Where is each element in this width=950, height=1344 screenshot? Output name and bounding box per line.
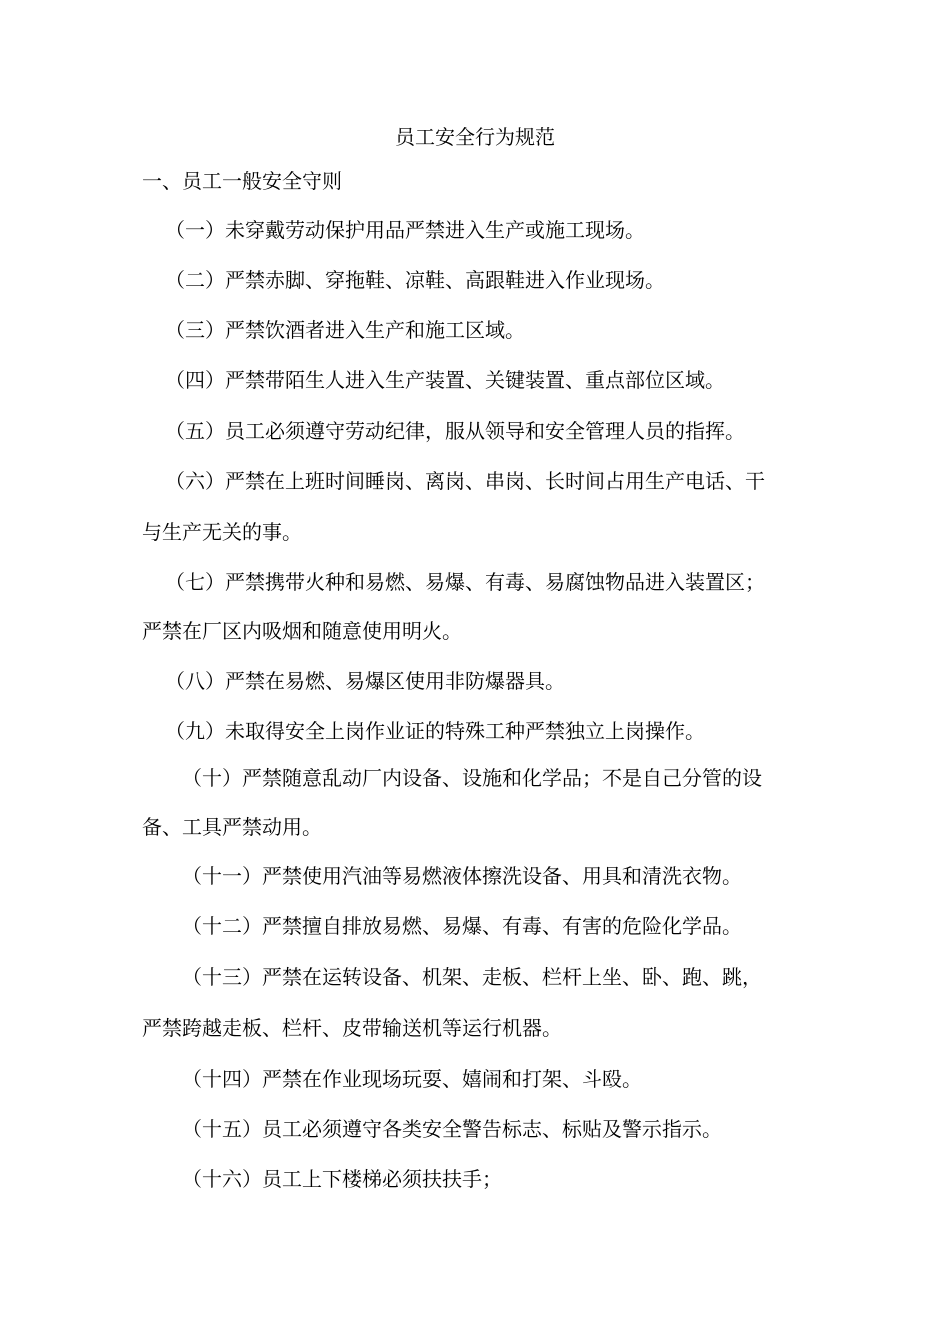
rule-line-12: （十二）严禁擅自排放易燃、易爆、有毒、有害的危险化学品。 xyxy=(182,914,742,938)
rule-line-16: （十六）员工上下楼梯必须扶扶手； xyxy=(182,1167,502,1191)
rule-line-9: （九）未取得安全上岗作业证的特殊工种严禁独立上岗操作。 xyxy=(165,719,705,743)
rule-line-6: （六）严禁在上班时间睡岗、离岗、串岗、长时间占用生产电话、干 xyxy=(165,469,765,493)
rule-line-11: （十一）严禁使用汽油等易燃液体擦洗设备、用具和清洗衣物。 xyxy=(182,864,742,888)
section-heading: 一、员工一般安全守则 xyxy=(142,169,342,193)
rule-line-5: （五）员工必须遵守劳动纪律，服从领导和安全管理人员的指挥。 xyxy=(165,419,745,443)
rule-line-14: （十四）严禁在作业现场玩耍、嬉闹和打架、斗殴。 xyxy=(182,1067,642,1091)
rule-line-4: （四）严禁带陌生人进入生产装置、关键装置、重点部位区域。 xyxy=(165,368,725,392)
rule-line-6-continued: 与生产无关的事。 xyxy=(142,520,302,544)
rule-line-10: （十）严禁随意乱动厂内设备、设施和化学品；不是自己分管的设 xyxy=(182,766,762,790)
rule-line-8: （八）严禁在易燃、易爆区使用非防爆器具。 xyxy=(165,669,565,693)
rule-line-7: （七）严禁携带火种和易燃、易爆、有毒、易腐蚀物品进入装置区； xyxy=(165,570,765,594)
rule-line-15: （十五）员工必须遵守各类安全警告标志、标贴及警示指示。 xyxy=(182,1117,722,1141)
page-title: 员工安全行为规范 xyxy=(395,125,555,149)
rule-line-10-continued: 备、工具严禁动用。 xyxy=(142,815,322,839)
rule-line-1: （一）未穿戴劳动保护用品严禁进入生产或施工现场。 xyxy=(165,218,645,242)
rule-line-7-continued: 严禁在厂区内吸烟和随意使用明火。 xyxy=(142,619,462,643)
rule-line-3: （三）严禁饮酒者进入生产和施工区域。 xyxy=(165,318,525,342)
rule-line-13-continued: 严禁跨越走板、栏杆、皮带输送机等运行机器。 xyxy=(142,1016,562,1040)
rule-line-2: （二）严禁赤脚、穿拖鞋、凉鞋、高跟鞋进入作业现场。 xyxy=(165,268,665,292)
rule-line-13: （十三）严禁在运转设备、机架、走板、栏杆上坐、卧、跑、跳， xyxy=(182,965,762,989)
